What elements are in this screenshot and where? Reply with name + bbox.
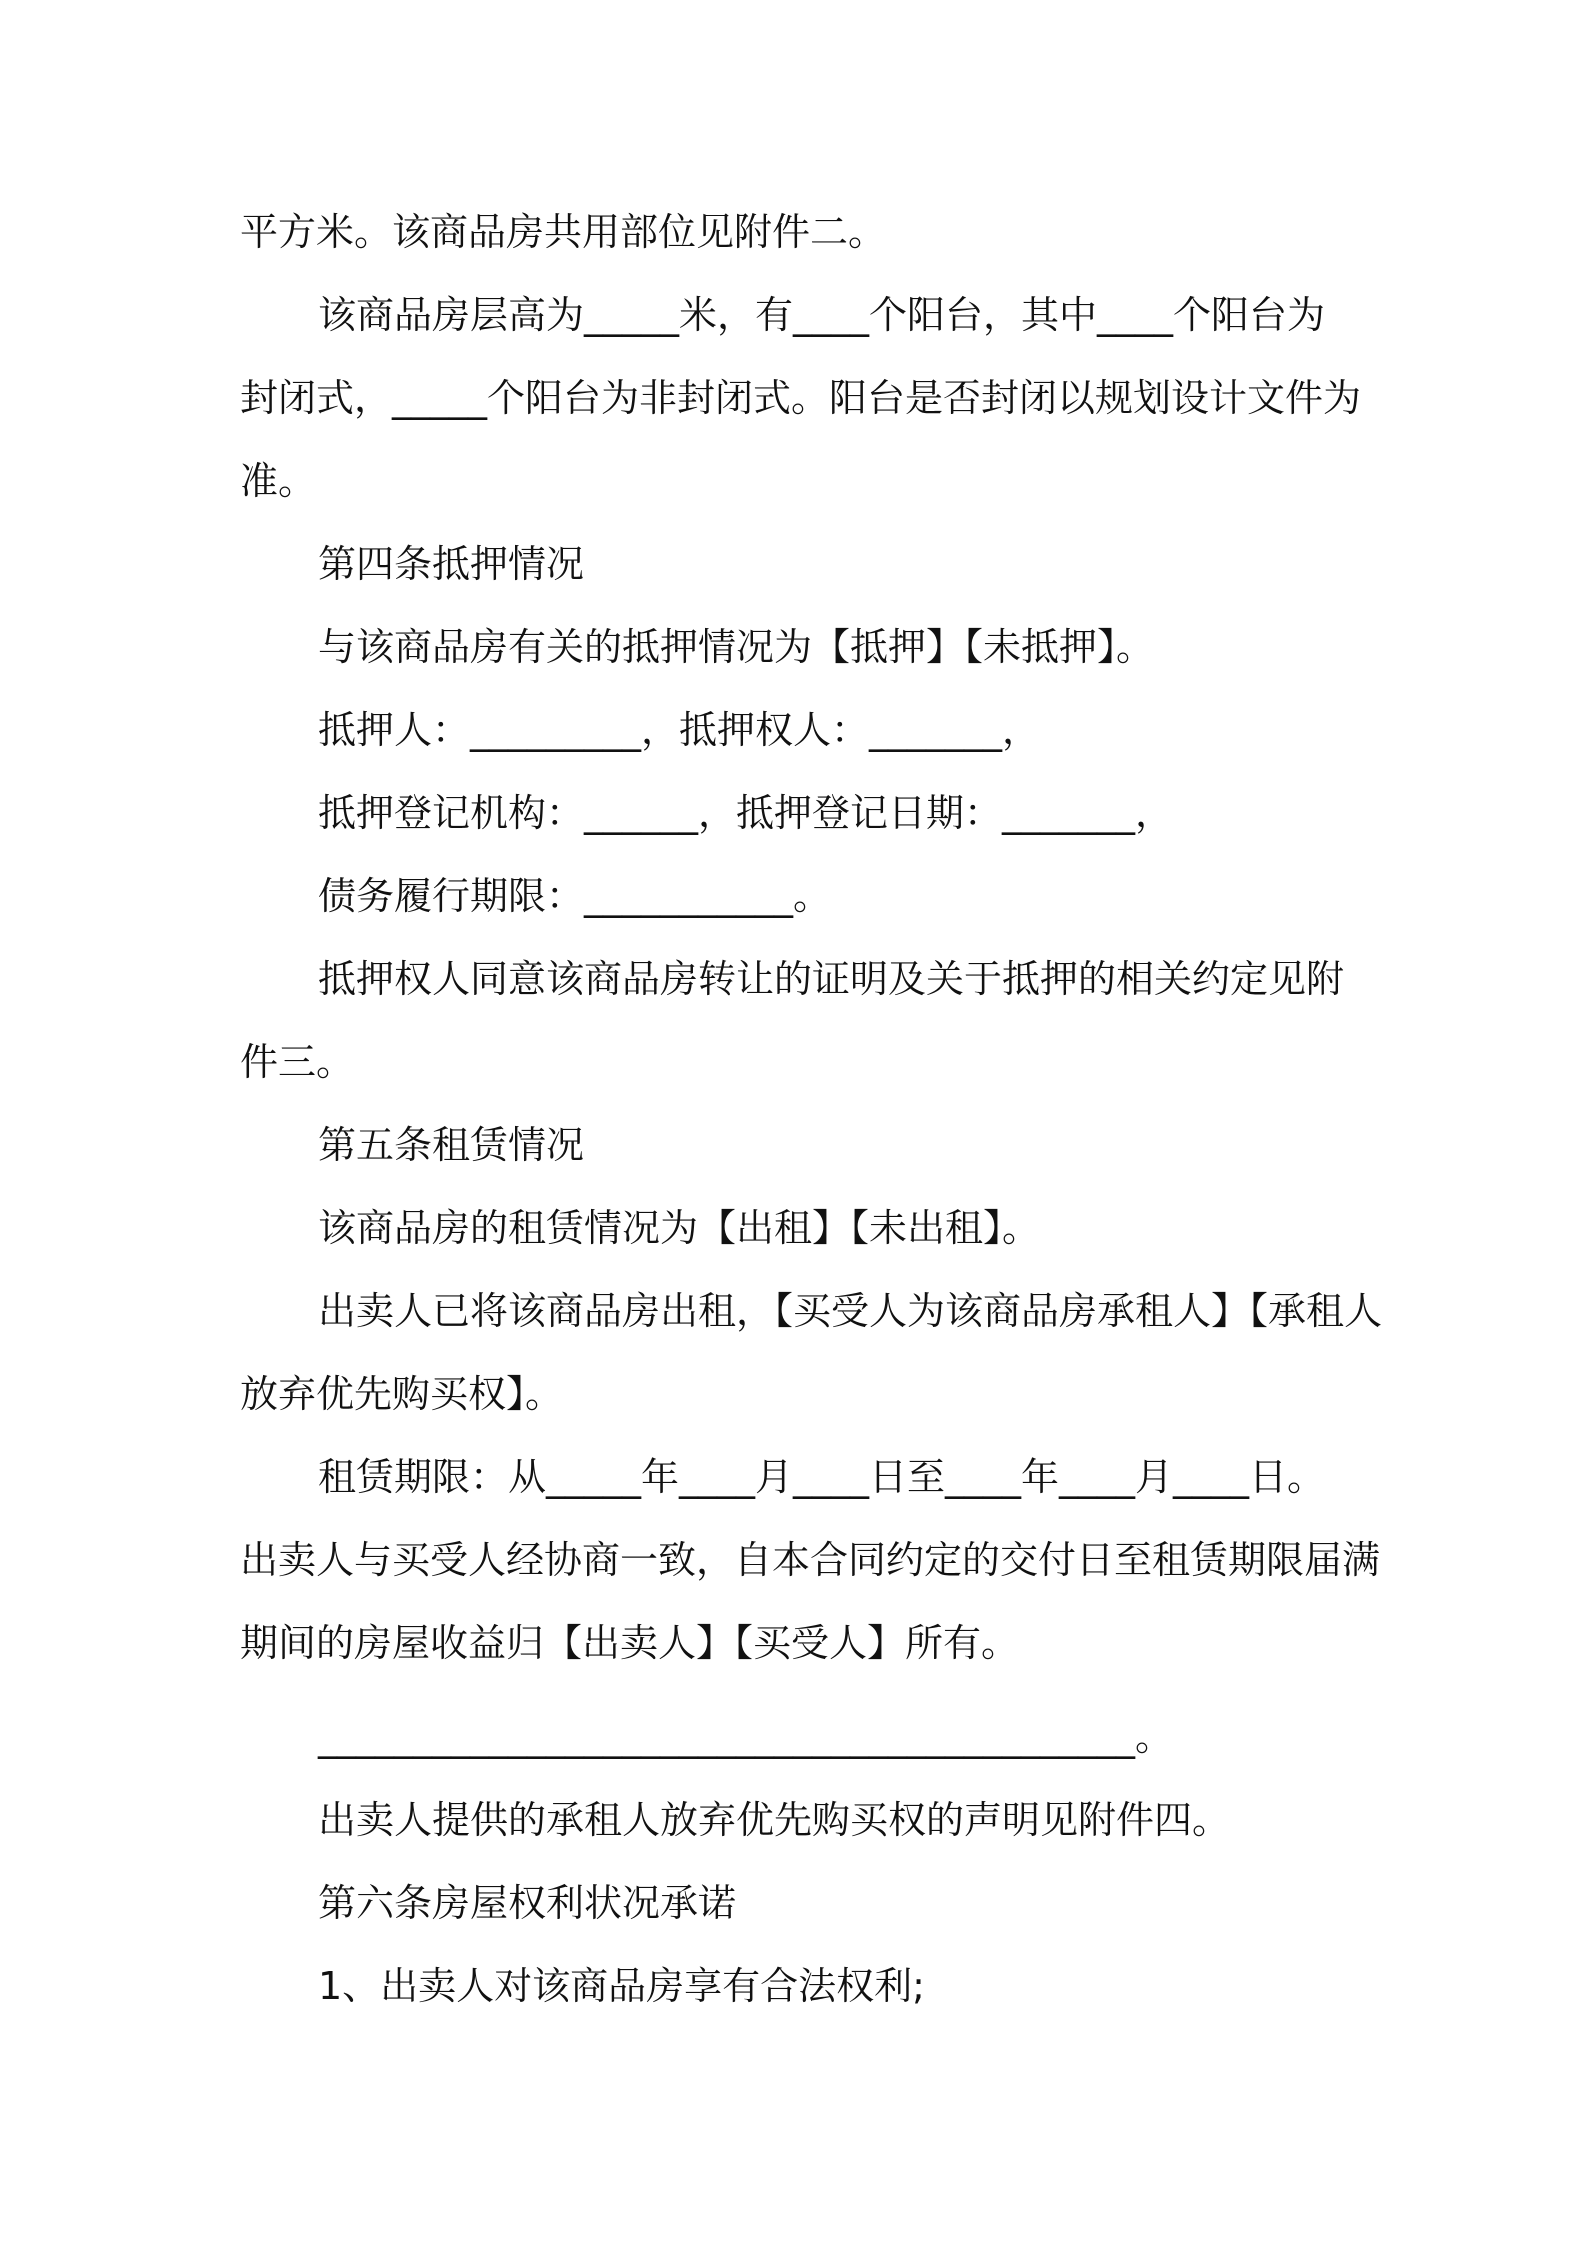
paragraph-line: 租赁期限：从_____年____月____日至____年____月____日。 <box>318 1455 1326 1499</box>
paragraph-line: 出卖人已将该商品房出租，【买受人为该商品房承租人】【承租人 <box>318 1289 1383 1333</box>
paragraph-line: 该商品房的租赁情况为【出租】【未出租】。 <box>318 1206 1041 1250</box>
paragraph-line: 该商品房层高为_____米，有____个阳台，其中____个阳台为 <box>318 293 1326 337</box>
paragraph-line: 期间的房屋收益归【出卖人】【买受人】所有。 <box>240 1621 1020 1665</box>
section-heading: 第五条租赁情况 <box>318 1123 585 1167</box>
section-heading: 第四条抵押情况 <box>318 542 585 586</box>
paragraph-line: 放弃优先购买权】。 <box>240 1372 564 1416</box>
section-heading: 第六条房屋权利状况承诺 <box>318 1881 737 1925</box>
paragraph-line: 出卖人与买受人经协商一致，自本合同约定的交付日至租赁期限届满 <box>240 1538 1381 1582</box>
paragraph-line: 准。 <box>240 459 317 503</box>
list-item: 1、出卖人对该商品房享有合法权利; <box>318 1964 925 2008</box>
paragraph-line: 抵押权人同意该商品房转让的证明及关于抵押的相关约定见附 <box>318 957 1345 1001</box>
paragraph-line: 平方米。该商品房共用部位见附件二。 <box>240 210 887 254</box>
paragraph-line: 件三。 <box>240 1040 355 1084</box>
paragraph-line: 抵押人：_________，抵押权人：_______， <box>318 708 1041 752</box>
blank-fill-line: ___________________________________________。 <box>318 1715 1174 1759</box>
paragraph-line: 与该商品房有关的抵押情况为【抵押】【未抵押】。 <box>318 625 1155 669</box>
paragraph-line: 出卖人提供的承租人放弃优先购买权的声明见附件四。 <box>318 1798 1231 1842</box>
paragraph-line: 抵押登记机构：______，抵押登记日期：_______， <box>318 791 1174 835</box>
paragraph-line: 封闭式，_____个阳台为非封闭式。阳台是否封闭以规划设计文件为 <box>240 376 1362 420</box>
paragraph-line: 债务履行期限：___________。 <box>318 874 832 918</box>
